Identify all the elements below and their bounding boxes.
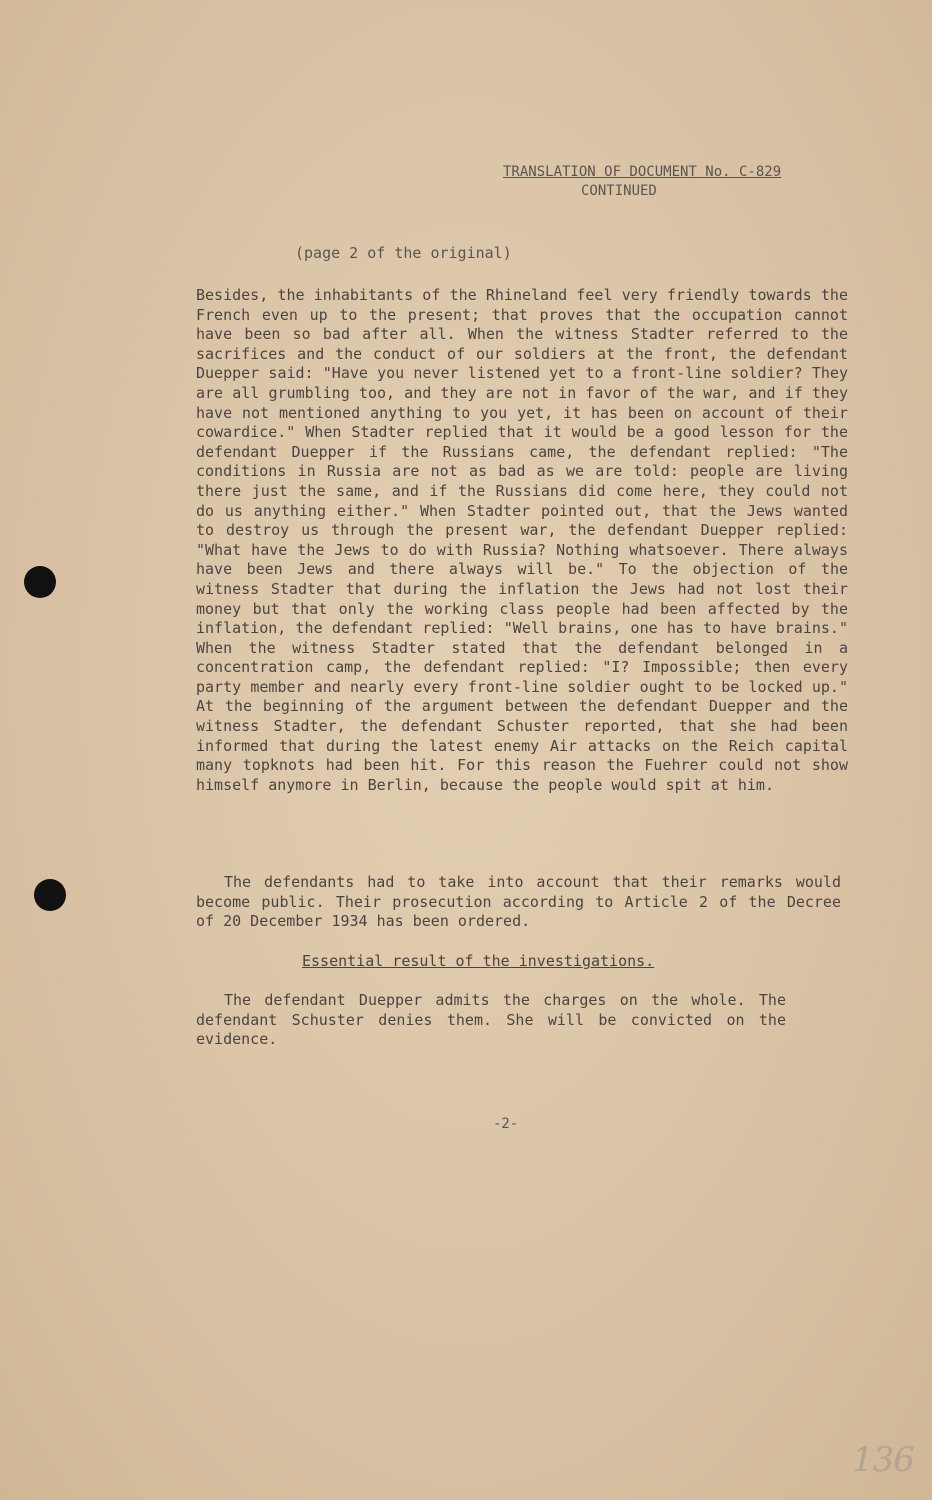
punch-hole <box>34 879 66 911</box>
header-title: TRANSLATION OF DOCUMENT No. C-829 <box>503 164 782 180</box>
paragraph-text: Besides, the inhabitants of the Rhineland feel very friendly towards the French even up to the present; that proves that the occupation cannot have been so bad after all. When the witness Stadter referred to the sacrifices and the conduct of our soldiers at the front, the defendant Duepper said: "Have you never listened yet to a front-line soldier? They are all grumbling too, and they are not in favor of the war, and if they have not mentioned anything to you yet, it has been on account of their cowardice." When Stadter replied that it would be a good lesson for the defendant Duepper if the Russians came, the defendant replied: "The conditions in Russia are not as bad as we are told: people are living there just the same, and if the Russians did come here, they could not do us anything either." When Stadter pointed out, that the Jews wanted to destroy us through the present war, the defendant Duepper replied: "What have the Jews to do with Russia? Nothing whatsoever. There always have been Jews and there always will be." To the objection of the witness Stadter that during the inflation the Jews had not lost their money but that only the working class people had been affected by the inflation, the defendant replied: "Well brains, one has to have brains." When the witness Stadter stated that the defendant belonged in a concentration camp, the defendant replied: "I? Impossible; then every party member and nearly every front-line soldier ought to be locked up." At the beginning of the argument between the defendant Duepper and the witness Stadter, the defendant Schuster reported, that she had been informed that during the latest enemy Air attacks on the Reich capital many topknots had been hit. For this reason the Fuehrer could not show himself anymore in Berlin, because the people would spit at him. <box>196 286 848 794</box>
page-note: (page 2 of the original) <box>295 244 512 262</box>
body-paragraph-3: The defendant Duepper admits the charges on the whole. The defendant Schuster denies them. She will be convicted on the evidence. <box>196 991 786 1049</box>
punch-hole <box>24 566 56 598</box>
document-header <box>503 163 843 201</box>
header-continued: CONTINUED <box>581 183 657 199</box>
body-paragraph-2: The defendants had to take into account that their remarks would become public. Their prosecution according to Article 2 of the Decree of 20 December 1934 has been ordered. <box>196 873 841 931</box>
section-heading: Essential result of the investigations. <box>302 952 655 970</box>
archive-number: 136 <box>852 1440 914 1480</box>
body-paragraph-1 <box>196 286 848 795</box>
page-number: -2- <box>493 1116 519 1132</box>
